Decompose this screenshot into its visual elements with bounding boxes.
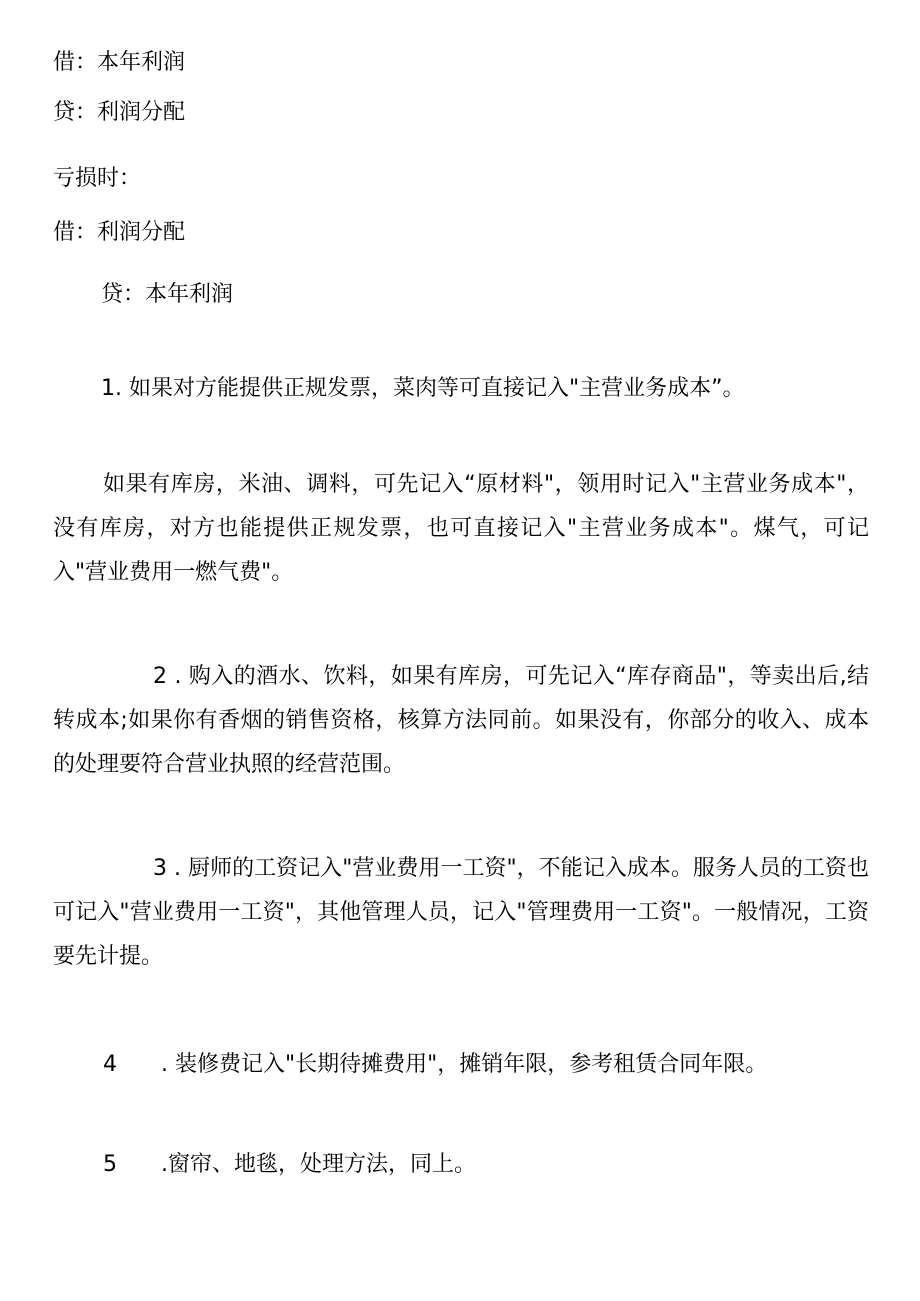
item-4-text: . 装修费记入"长期待摊费用"，摊销年限，参考租赁合同年限。	[161, 1052, 768, 1077]
loss-debit-entry: 借：利润分配	[53, 220, 186, 245]
item-5-text: .窗帘、地毯，处理方法，同上。	[161, 1152, 476, 1177]
item-3	[53, 847, 869, 979]
item-5	[103, 1153, 476, 1177]
profit-debit-entry: 借：本年利润	[53, 50, 186, 75]
item-3-text: . 厨师的工资记入"营业费用一工资"，不能记入成本。服务人员的工资也可记入"营业费用一工资"，其他管理人员，记入"管理费用一工资"。一般情况，工资要先计提。	[53, 856, 870, 969]
item-3-number: 3	[153, 856, 167, 881]
item-2-number: 2	[153, 664, 167, 689]
item-4	[103, 1053, 767, 1077]
item-5-number: 5	[103, 1152, 117, 1177]
profit-credit-entry: 贷：利润分配	[53, 100, 186, 125]
loss-heading: 亏损时：	[53, 166, 142, 191]
item-1-continuation: 如果有库房，米油、调料，可先记入“原材料"，领用时记入"主营业务成本"，没有库房，对方也能提供正规发票，也可直接记入"主营业务成本"。煤气，可记入"营业费用一燃气费"。	[53, 472, 869, 585]
loss-credit-entry: 贷：本年利润	[101, 282, 234, 307]
item-2-text: . 购入的酒水、饮料，如果有库房，可先记入“库存商品"，等卖出后,结转成本;如果你有香烟的销售资格，核算方法同前。如果没有，你部分的收入、成本的处理要符合营业执照的经营范围。	[53, 664, 869, 777]
item-4-number: 4	[103, 1052, 117, 1077]
item-1: 1. 如果对方能提供正规发票，菜肉等可直接记入"主营业务成本”。	[101, 376, 745, 401]
item-2	[53, 655, 869, 787]
